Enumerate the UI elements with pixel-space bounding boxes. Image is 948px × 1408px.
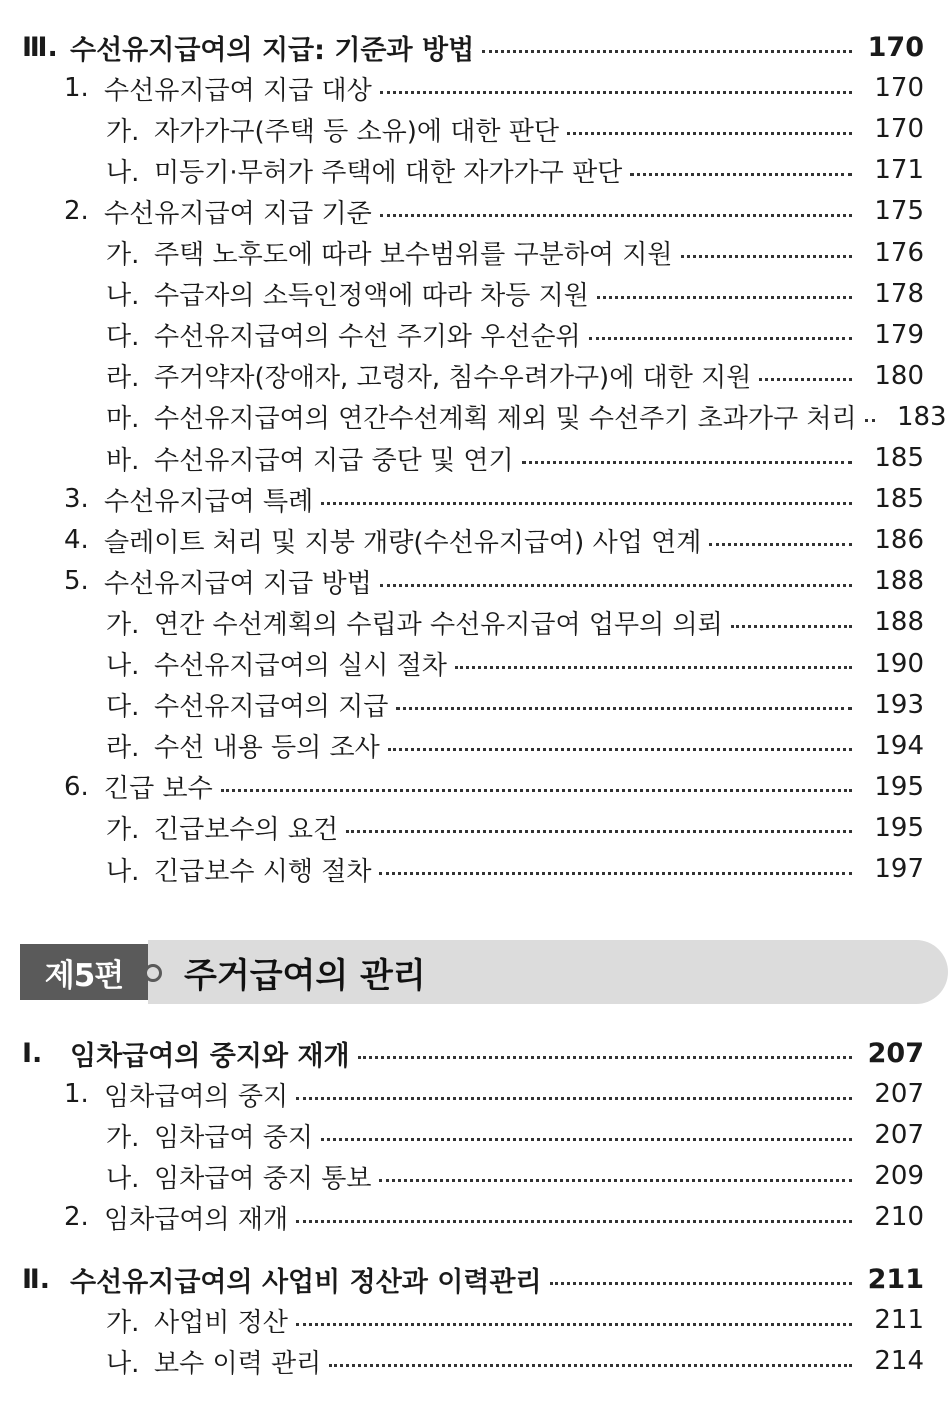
toc-entry[interactable] bbox=[0, 1076, 948, 1112]
toc-entry-title: 주택 노후도에 따라 보수범위를 구분하여 지원 bbox=[154, 240, 673, 270]
dot-leader bbox=[380, 584, 852, 587]
toc-entry-number: 마. bbox=[106, 404, 140, 435]
toc-entry-number: 6. bbox=[64, 771, 89, 802]
toc-entry-title: 수선유지급여의 사업비 정산과 이력관리 bbox=[70, 1266, 542, 1298]
toc-entry[interactable] bbox=[0, 235, 948, 271]
toc-entry-page-number: 211 bbox=[874, 1305, 924, 1335]
toc-entry-title: 임차급여 중지 통보 bbox=[154, 1163, 372, 1194]
toc-entry-title: 수선 내용 등의 조사 bbox=[154, 733, 380, 764]
toc-entry-title: 사업비 정산 bbox=[154, 1307, 288, 1338]
toc-entry-title: 임차급여의 중지 bbox=[104, 1081, 289, 1112]
toc-entry[interactable] bbox=[0, 1117, 948, 1153]
dot-leader bbox=[379, 1179, 852, 1182]
toc-entry-number: 라. bbox=[106, 363, 140, 394]
dot-leader bbox=[396, 707, 852, 710]
toc-entry-number: 5. bbox=[64, 566, 89, 597]
toc-entry-page-number: 193 bbox=[874, 689, 924, 720]
toc-entry-number: 다. bbox=[106, 692, 140, 723]
toc-entry[interactable] bbox=[0, 1158, 948, 1194]
dot-leader bbox=[759, 378, 852, 381]
toc-entry[interactable] bbox=[0, 810, 948, 846]
toc-entry-page-number: 195 bbox=[874, 771, 924, 802]
toc-entry-title: 수선유지급여 지급 기준 bbox=[104, 198, 372, 229]
toc-entry[interactable] bbox=[0, 276, 948, 312]
toc-entry-title: 긴급 보수 bbox=[104, 774, 213, 805]
toc-entry[interactable] bbox=[0, 851, 948, 887]
dot-leader bbox=[221, 789, 852, 792]
toc-entry-page-number: 207 bbox=[867, 1037, 924, 1069]
toc-entry-number: 가. bbox=[106, 1122, 140, 1153]
toc-entry-number: 나. bbox=[106, 157, 140, 188]
toc-entry[interactable] bbox=[0, 728, 948, 764]
toc-entry-title: 수선유지급여의 지급 bbox=[154, 692, 389, 723]
toc-entry-title: 임차급여의 중지와 재개 bbox=[70, 1040, 350, 1072]
toc-entry[interactable] bbox=[0, 111, 948, 147]
toc-entry-number: 가. bbox=[106, 815, 140, 846]
toc-entry-title: 수선유지급여 지급 대상 bbox=[104, 75, 372, 106]
dot-leader bbox=[329, 1364, 852, 1367]
toc-entry-number: 가. bbox=[106, 1307, 140, 1338]
toc-entry-page-number: 170 bbox=[874, 73, 924, 104]
toc-entry-page-number: 188 bbox=[874, 607, 924, 638]
dot-leader bbox=[550, 1282, 852, 1285]
toc-entry-number: 1. bbox=[64, 73, 89, 104]
dot-leader bbox=[597, 296, 852, 299]
dot-leader bbox=[296, 1097, 852, 1100]
toc-entry-number: 나. bbox=[106, 1348, 140, 1379]
toc-entry-page-number: 170 bbox=[874, 114, 924, 145]
toc-entry-page-number: 190 bbox=[874, 648, 924, 679]
toc-entry-page-number: 170 bbox=[867, 31, 924, 63]
dot-leader bbox=[358, 1056, 852, 1059]
part-banner bbox=[20, 940, 948, 1004]
toc-entry-number: 나. bbox=[106, 281, 140, 312]
dot-leader bbox=[380, 214, 852, 217]
toc-entry[interactable] bbox=[0, 440, 948, 476]
toc-entry-page-number: 178 bbox=[874, 278, 924, 309]
toc-entry-number: 가. bbox=[106, 609, 140, 640]
toc-entry-number: 가. bbox=[106, 116, 140, 147]
toc-entry-title: 수선유지급여의 실시 절차 bbox=[154, 651, 447, 681]
dot-leader bbox=[380, 91, 852, 94]
toc-entry-title: 슬레이트 처리 및 지붕 개량(수선유지급여) 사업 연계 bbox=[104, 527, 702, 558]
dot-leader bbox=[296, 1323, 852, 1326]
toc-entry-title: 수선유지급여의 지급: 기준과 방법 bbox=[70, 34, 475, 66]
toc-entry-page-number: 186 bbox=[874, 525, 924, 556]
toc-entry-page-number: 176 bbox=[874, 237, 924, 268]
dot-leader bbox=[865, 419, 875, 422]
toc-entry-title: 긴급보수 시행 절차 bbox=[154, 856, 372, 887]
toc-entry-page-number: 195 bbox=[874, 812, 924, 843]
toc-entry[interactable] bbox=[0, 399, 948, 435]
toc-entry-page-number: 185 bbox=[874, 443, 924, 473]
toc-entry-page-number: 197 bbox=[874, 854, 924, 884]
part-title: 주거급여의 관리 bbox=[184, 955, 426, 996]
toc-entry-number: 라. bbox=[106, 733, 140, 764]
toc-entry-title: 자가가구(주택 등 소유)에 대한 판단 bbox=[154, 116, 559, 147]
toc-entry[interactable] bbox=[0, 358, 948, 394]
toc-entry[interactable] bbox=[0, 1343, 948, 1379]
toc-entry[interactable] bbox=[0, 646, 948, 682]
toc-entry[interactable] bbox=[0, 29, 948, 65]
toc-entry[interactable] bbox=[0, 563, 948, 599]
toc-entry-number: 3. bbox=[64, 484, 89, 515]
toc-entry-title: 수선유지급여의 연간수선계획 제외 및 수선주기 초과가구 처리 bbox=[154, 404, 857, 435]
toc-entry-page-number: 185 bbox=[874, 484, 924, 515]
toc-entry-title: 수선유지급여 지급 방법 bbox=[104, 568, 372, 599]
toc-entry[interactable] bbox=[0, 769, 948, 805]
dot-leader bbox=[379, 872, 852, 875]
part-number-label: 제5편 bbox=[20, 944, 148, 1000]
toc-entry[interactable] bbox=[0, 687, 948, 723]
toc-entry-number: 1. bbox=[64, 1079, 89, 1109]
dot-leader bbox=[681, 255, 852, 258]
toc-entry-page-number: 210 bbox=[874, 1202, 924, 1232]
toc-entry-number: 2. bbox=[64, 196, 89, 227]
circle-bullet-icon bbox=[144, 964, 162, 982]
toc-entry-number: Ⅱ. bbox=[22, 1263, 51, 1295]
dot-leader bbox=[296, 1220, 852, 1223]
dot-leader bbox=[630, 173, 852, 176]
toc-entry[interactable] bbox=[0, 522, 948, 558]
toc-entry-page-number: 180 bbox=[874, 360, 924, 391]
toc-entry[interactable] bbox=[0, 1199, 948, 1235]
toc-entry-number: 나. bbox=[106, 651, 140, 681]
toc-entry-page-number: 183 bbox=[896, 401, 947, 432]
toc-entry[interactable] bbox=[0, 152, 948, 188]
toc-entry[interactable] bbox=[0, 481, 948, 517]
toc-entry[interactable] bbox=[0, 193, 948, 229]
toc-entry-title: 수급자의 소득인정액에 따라 차등 지원 bbox=[154, 281, 589, 312]
toc-entry-page-number: 211 bbox=[867, 1263, 924, 1295]
toc-entry-title: 수선유지급여 지급 중단 및 연기 bbox=[154, 445, 514, 476]
toc-entry-number: 가. bbox=[106, 240, 140, 270]
toc-entry[interactable] bbox=[0, 1302, 948, 1338]
dot-leader bbox=[346, 830, 852, 833]
toc-entry-title: 보수 이력 관리 bbox=[154, 1348, 322, 1379]
toc-entry-page-number: 209 bbox=[874, 1161, 924, 1191]
dot-leader bbox=[589, 337, 852, 340]
toc-entry-number: 바. bbox=[106, 445, 140, 476]
toc-entry-number: 2. bbox=[64, 1202, 89, 1232]
dot-leader bbox=[709, 543, 852, 546]
toc-entry[interactable] bbox=[0, 604, 948, 640]
dot-leader bbox=[522, 461, 852, 464]
toc-entry-page-number: 207 bbox=[874, 1079, 924, 1109]
toc-entry-page-number: 194 bbox=[874, 730, 924, 761]
toc-entry-page-number: 175 bbox=[874, 196, 924, 227]
toc-entry-page-number: 179 bbox=[874, 319, 924, 350]
toc-entry-title: 임차급여 중지 bbox=[154, 1122, 313, 1153]
dot-leader bbox=[321, 1138, 852, 1141]
toc-entry-title: 주거약자(장애자, 고령자, 침수우려가구)에 대한 지원 bbox=[154, 363, 752, 394]
toc-entry[interactable] bbox=[0, 1035, 948, 1071]
toc-entry-page-number: 171 bbox=[874, 155, 924, 186]
toc-entry-title: 연간 수선계획의 수립과 수선유지급여 업무의 의뢰 bbox=[154, 609, 723, 640]
toc-entry-number: 나. bbox=[106, 1163, 140, 1194]
toc-entry-number: 다. bbox=[106, 322, 140, 353]
toc-entry-title: 긴급보수의 요건 bbox=[154, 815, 339, 846]
toc-entry-page-number: 188 bbox=[874, 566, 924, 597]
dot-leader bbox=[482, 50, 852, 53]
toc-entry[interactable] bbox=[0, 1261, 948, 1297]
dot-leader bbox=[321, 502, 852, 505]
toc-entry-number: 나. bbox=[106, 856, 140, 887]
toc-entry-title: 수선유지급여 특례 bbox=[104, 486, 314, 517]
toc-entry-number: Ⅰ. bbox=[22, 1037, 43, 1069]
dot-leader bbox=[731, 625, 852, 628]
toc-entry-number: 4. bbox=[64, 525, 89, 556]
toc-entry[interactable] bbox=[0, 317, 948, 353]
toc-entry-title: 수선유지급여의 수선 주기와 우선순위 bbox=[154, 322, 581, 353]
dot-leader bbox=[388, 748, 852, 751]
toc-entry-title: 미등기·무허가 주택에 대한 자가가구 판단 bbox=[154, 157, 623, 188]
toc-entry-page-number: 207 bbox=[874, 1120, 924, 1150]
toc-entry[interactable] bbox=[0, 70, 948, 106]
toc-entry-page-number: 214 bbox=[874, 1346, 924, 1376]
dot-leader bbox=[455, 666, 852, 669]
toc-entry-title: 임차급여의 재개 bbox=[104, 1204, 289, 1235]
dot-leader bbox=[567, 132, 852, 135]
toc-entry-number: Ⅲ. bbox=[22, 31, 58, 63]
